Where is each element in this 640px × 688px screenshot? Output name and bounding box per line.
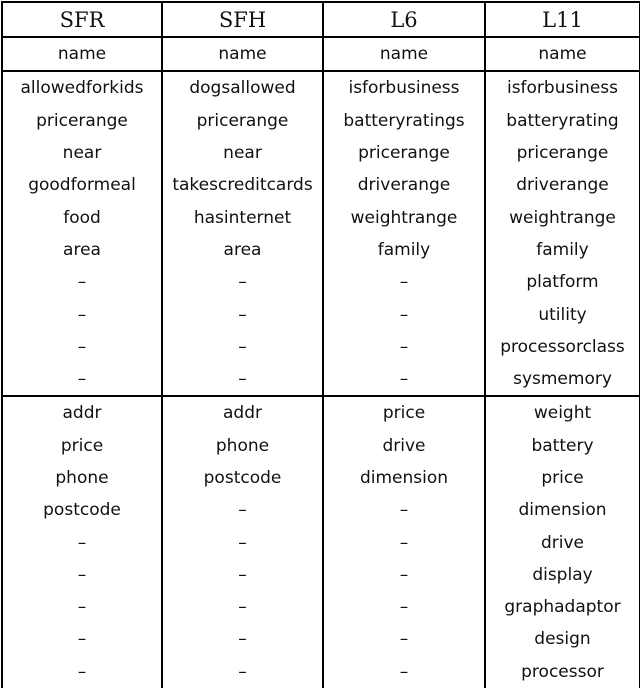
table-cell: food xyxy=(2,201,162,233)
table-cell: – xyxy=(2,363,162,396)
name-row xyxy=(2,37,640,71)
table-cell: – xyxy=(162,656,323,688)
table-cell: weightrange xyxy=(323,201,485,233)
slot-table xyxy=(1,1,640,688)
table-cell: near xyxy=(162,137,323,169)
table-row xyxy=(2,169,640,201)
table-cell: battery xyxy=(485,430,640,462)
table-cell: price xyxy=(2,430,162,462)
table-cell: – xyxy=(323,298,485,330)
table-row xyxy=(2,526,640,558)
table-cell: dimension xyxy=(323,462,485,494)
table-cell: driverange xyxy=(323,169,485,201)
table-cell: dogsallowed xyxy=(162,71,323,104)
table-row xyxy=(2,559,640,591)
table-row xyxy=(2,396,640,429)
table-row xyxy=(2,494,640,526)
table-cell: processorclass xyxy=(485,331,640,363)
table-row xyxy=(2,298,640,330)
table-cell: – xyxy=(2,526,162,558)
table-row xyxy=(2,105,640,137)
header-l11: L11 xyxy=(485,2,640,37)
table-cell: – xyxy=(323,656,485,688)
table-cell: – xyxy=(323,623,485,655)
table-row xyxy=(2,430,640,462)
table-cell: name xyxy=(162,37,323,71)
table-cell: price xyxy=(485,462,640,494)
table-cell: – xyxy=(162,494,323,526)
table-cell: – xyxy=(323,331,485,363)
table-row xyxy=(2,363,640,396)
table-row xyxy=(2,201,640,233)
table-cell: – xyxy=(2,331,162,363)
table-cell: allowedforkids xyxy=(2,71,162,104)
table-cell: isforbusiness xyxy=(485,71,640,104)
table-cell: sysmemory xyxy=(485,363,640,396)
table-cell: name xyxy=(2,37,162,71)
table-cell: phone xyxy=(2,462,162,494)
table-cell: – xyxy=(323,494,485,526)
table-cell: isforbusiness xyxy=(323,71,485,104)
table-cell: takescreditcards xyxy=(162,169,323,201)
table-cell: pricerange xyxy=(162,105,323,137)
table-cell: – xyxy=(162,526,323,558)
table-cell: – xyxy=(162,266,323,298)
table-row xyxy=(2,591,640,623)
table-cell: – xyxy=(2,623,162,655)
table-cell: – xyxy=(2,656,162,688)
table-cell: batteryratings xyxy=(323,105,485,137)
table-cell: – xyxy=(323,363,485,396)
table-row xyxy=(2,623,640,655)
table-cell: display xyxy=(485,559,640,591)
table-cell: – xyxy=(162,623,323,655)
table-cell: batteryrating xyxy=(485,105,640,137)
table-cell: postcode xyxy=(162,462,323,494)
table-cell: family xyxy=(323,234,485,266)
table-cell: weight xyxy=(485,396,640,429)
table-cell: pricerange xyxy=(2,105,162,137)
table-cell: – xyxy=(323,591,485,623)
table-cell: drive xyxy=(323,430,485,462)
table-cell: design xyxy=(485,623,640,655)
table-cell: – xyxy=(323,526,485,558)
table-cell: phone xyxy=(162,430,323,462)
table-cell: addr xyxy=(162,396,323,429)
table-cell: postcode xyxy=(2,494,162,526)
table-cell: graphadaptor xyxy=(485,591,640,623)
table-cell: – xyxy=(162,298,323,330)
table-cell: driverange xyxy=(485,169,640,201)
table-cell: hasinternet xyxy=(162,201,323,233)
table-cell: – xyxy=(2,559,162,591)
header-l6: L6 xyxy=(323,2,485,37)
table-cell: price xyxy=(323,396,485,429)
table-cell: drive xyxy=(485,526,640,558)
table-cell: platform xyxy=(485,266,640,298)
table-cell: dimension xyxy=(485,494,640,526)
table-cell: name xyxy=(485,37,640,71)
table-cell: pricerange xyxy=(485,137,640,169)
table-cell: – xyxy=(2,298,162,330)
table-cell: – xyxy=(162,591,323,623)
table-cell: name xyxy=(323,37,485,71)
table-cell: family xyxy=(485,234,640,266)
table-cell: utility xyxy=(485,298,640,330)
table-cell: – xyxy=(162,331,323,363)
table-cell: weightrange xyxy=(485,201,640,233)
table-row xyxy=(2,137,640,169)
table-cell: processor xyxy=(485,656,640,688)
table-row xyxy=(2,234,640,266)
table-cell: near xyxy=(2,137,162,169)
table-cell: – xyxy=(162,363,323,396)
table-cell: addr xyxy=(2,396,162,429)
header-row xyxy=(2,2,640,37)
header-sfr: SFR xyxy=(2,2,162,37)
table-cell: – xyxy=(2,591,162,623)
table-cell: – xyxy=(323,559,485,591)
table-row xyxy=(2,331,640,363)
table-cell: area xyxy=(162,234,323,266)
table-cell: area xyxy=(2,234,162,266)
table-cell: goodformeal xyxy=(2,169,162,201)
table-row xyxy=(2,71,640,104)
table-cell: – xyxy=(162,559,323,591)
table-row xyxy=(2,266,640,298)
table-cell: pricerange xyxy=(323,137,485,169)
table-row xyxy=(2,462,640,494)
table-cell: – xyxy=(323,266,485,298)
table-cell: – xyxy=(2,266,162,298)
table-row xyxy=(2,656,640,688)
header-sfh: SFH xyxy=(162,2,323,37)
